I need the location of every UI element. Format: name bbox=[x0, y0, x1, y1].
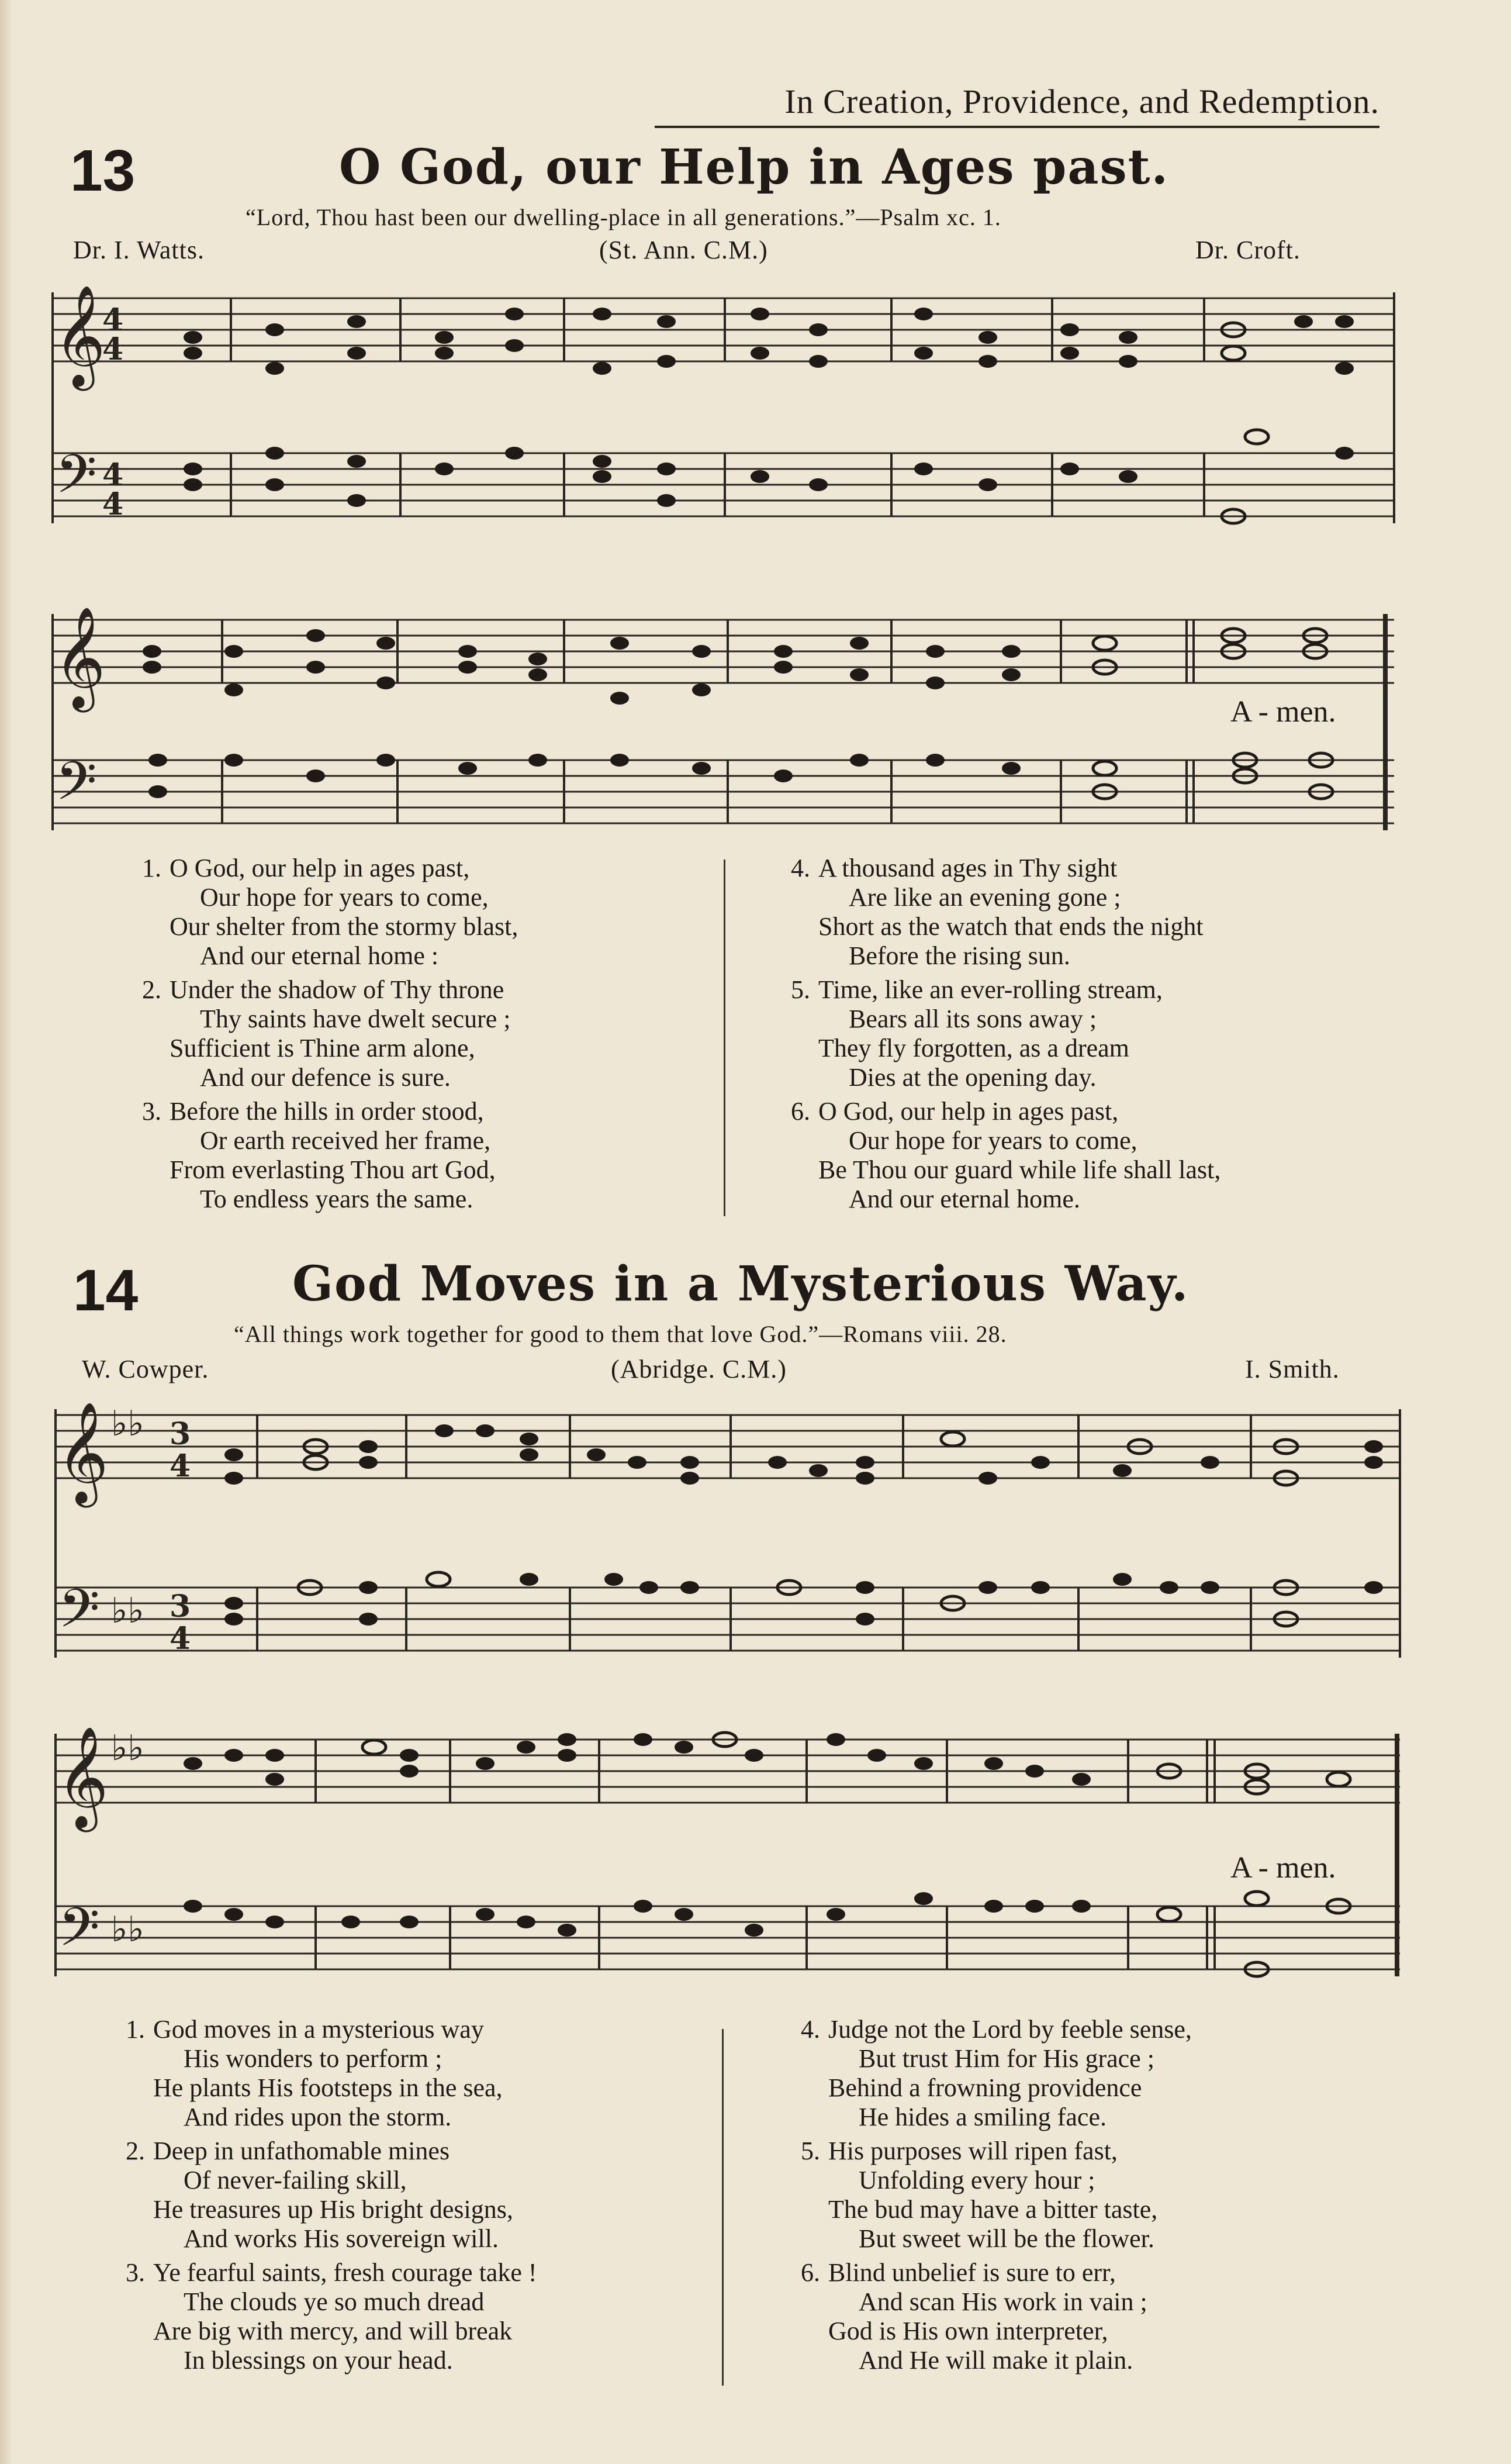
page-header-title: In Creation, Providence, and Redemption. bbox=[784, 82, 1379, 120]
hymn-14-treble-clef-2-icon: 𝄞 bbox=[57, 1726, 109, 1828]
hymn-14-noteheads bbox=[184, 1424, 1383, 1937]
hymn-14-number: 14 bbox=[73, 1258, 139, 1323]
hymn-14-verse-3: 3. Ye fearful saints, fresh courage take ! The clouds ye so much dread Are big with mercy, and will break In blessings on your head. bbox=[126, 2258, 537, 2375]
hymn-13-verse-5: 5. Time, like an ever-rolling stream, Bears all its sons away ; They fly forgotten, as a dream Dies at the opening day. bbox=[791, 975, 1163, 1092]
svg-text:♭♭: ♭♭ bbox=[111, 1909, 144, 1950]
hymn-14-time-signature: 3 bbox=[170, 1416, 191, 1452]
hymn-14-treble-clef-icon: 𝄞 bbox=[57, 1402, 109, 1503]
hymn-14-composer: I. Smith. bbox=[1245, 1355, 1340, 1383]
hymn-14-verse-2: 2. Deep in unfathomable mines Of never-failing skill, He treasures up His bright designs, And works His sovereign will. bbox=[126, 2137, 513, 2253]
svg-text:♭♭: ♭♭ bbox=[111, 1728, 144, 1769]
hymn-14-title: God Moves in a Mysterious Way. bbox=[292, 1256, 1190, 1312]
hymn-14-system2-treble-staff bbox=[56, 1740, 1400, 1803]
hymn-14-verses-right bbox=[801, 2015, 1389, 2380]
hymn-14-epigraph: “All things work together for good to them that love God.”—Romans viii. 28. bbox=[234, 1321, 1007, 1347]
hymn-14-tune: (Abridge. C.M.) bbox=[611, 1355, 787, 1383]
hymn-14-verses-left bbox=[126, 2015, 691, 2380]
hymn-13-verse-3: 3. Before the hills in order stood, Or earth received her frame, From everlasting Thou art God, To endless years the same. bbox=[142, 1097, 496, 1213]
hymn-14-verse-1: 1. God moves in a mysterious way His wonders to perform ; He plants His footsteps in the sea, And rides upon the storm. bbox=[126, 2015, 503, 2131]
hymn-14-system2-barlines bbox=[56, 1734, 1397, 1976]
hymn-13-verse-1: 1. O God, our help in ages past, Our hope for years to come, Our shelter from the stormy blast, And our eternal home : bbox=[142, 854, 518, 970]
hymn-14-verse-4: 4. Judge not the Lord by feeble sense, But trust Him for His grace ; Behind a frowning providence He hides a smiling face. bbox=[801, 2015, 1192, 2131]
hymn-13-time-signature: 4 bbox=[102, 302, 124, 338]
hymn-13-epigraph: “Lord, Thou hast been our dwelling-place in all generations.”—Psalm xc. 1. bbox=[246, 204, 1001, 230]
svg-text:♭♭: ♭♭ bbox=[111, 1590, 144, 1631]
hymn-14-half-notes bbox=[298, 1432, 1350, 1976]
hymn-13-verse-2: 2. Under the shadow of Thy throne Thy saints have dwelt secure ; Sufficient is Thine arm alone, And our defence is sure. bbox=[142, 975, 511, 1092]
hymn-14-amen: A - men. bbox=[1230, 1851, 1336, 1885]
hymn-14-bass-clef-icon: 𝄢 bbox=[58, 1578, 100, 1652]
hymn-14-verse-6: 6. Blind unbelief is sure to err, And scan His work in vain ; God is His own interpreter, And He will make it plain. bbox=[801, 2258, 1147, 2375]
svg-text:3: 3 bbox=[170, 1589, 191, 1624]
svg-text:4: 4 bbox=[170, 1621, 191, 1657]
hymn-14-author: W. Cowper. bbox=[82, 1355, 209, 1383]
hymn-13-bass-clef-icon: 𝄢 bbox=[56, 443, 97, 518]
hymn-13-amen: A - men. bbox=[1230, 695, 1336, 729]
svg-text:4: 4 bbox=[102, 332, 124, 367]
svg-text:4: 4 bbox=[102, 486, 124, 522]
svg-text:4: 4 bbox=[170, 1448, 191, 1484]
hymn-14-system2-bass-staff bbox=[56, 1906, 1400, 1969]
hymn-13-author: Dr. I. Watts. bbox=[73, 236, 205, 264]
hymn-14-bass-clef-2-icon: 𝄢 bbox=[58, 1896, 100, 1971]
hymn-13-bass-clef-2-icon: 𝄢 bbox=[56, 750, 97, 825]
hymn-14-key-signature: ♭♭ bbox=[111, 1403, 144, 1444]
hymn-13-tune: (St. Ann. C.M.) bbox=[599, 236, 768, 264]
hymn-13-title: O God, our Help in Ages past. bbox=[339, 139, 1170, 195]
hymn-13-number: 13 bbox=[70, 138, 136, 203]
hymn-14-verse-5: 5. His purposes will ripen fast, Unfolding every hour ; The bud may have a bitter taste, But sweet will be the flower. bbox=[801, 2137, 1158, 2253]
hymn-13-composer: Dr. Croft. bbox=[1195, 236, 1301, 264]
hymn-13-treble-clef-2-icon: 𝄞 bbox=[54, 606, 106, 708]
hymn-13-verse-4: 4. A thousand ages in Thy sight Are like an evening gone ; Short as the watch that ends the night Before the rising sun. bbox=[791, 854, 1204, 970]
hymn-13-treble-clef-icon: 𝄞 bbox=[54, 285, 106, 386]
hymn-13-verse-6: 6. O God, our help in ages past, Our hope for years to come, Be Thou our guard while life shall last, And our eternal home. bbox=[791, 1097, 1221, 1213]
svg-text:4: 4 bbox=[102, 457, 124, 493]
hymn-14-verse-divider bbox=[722, 2029, 724, 2386]
